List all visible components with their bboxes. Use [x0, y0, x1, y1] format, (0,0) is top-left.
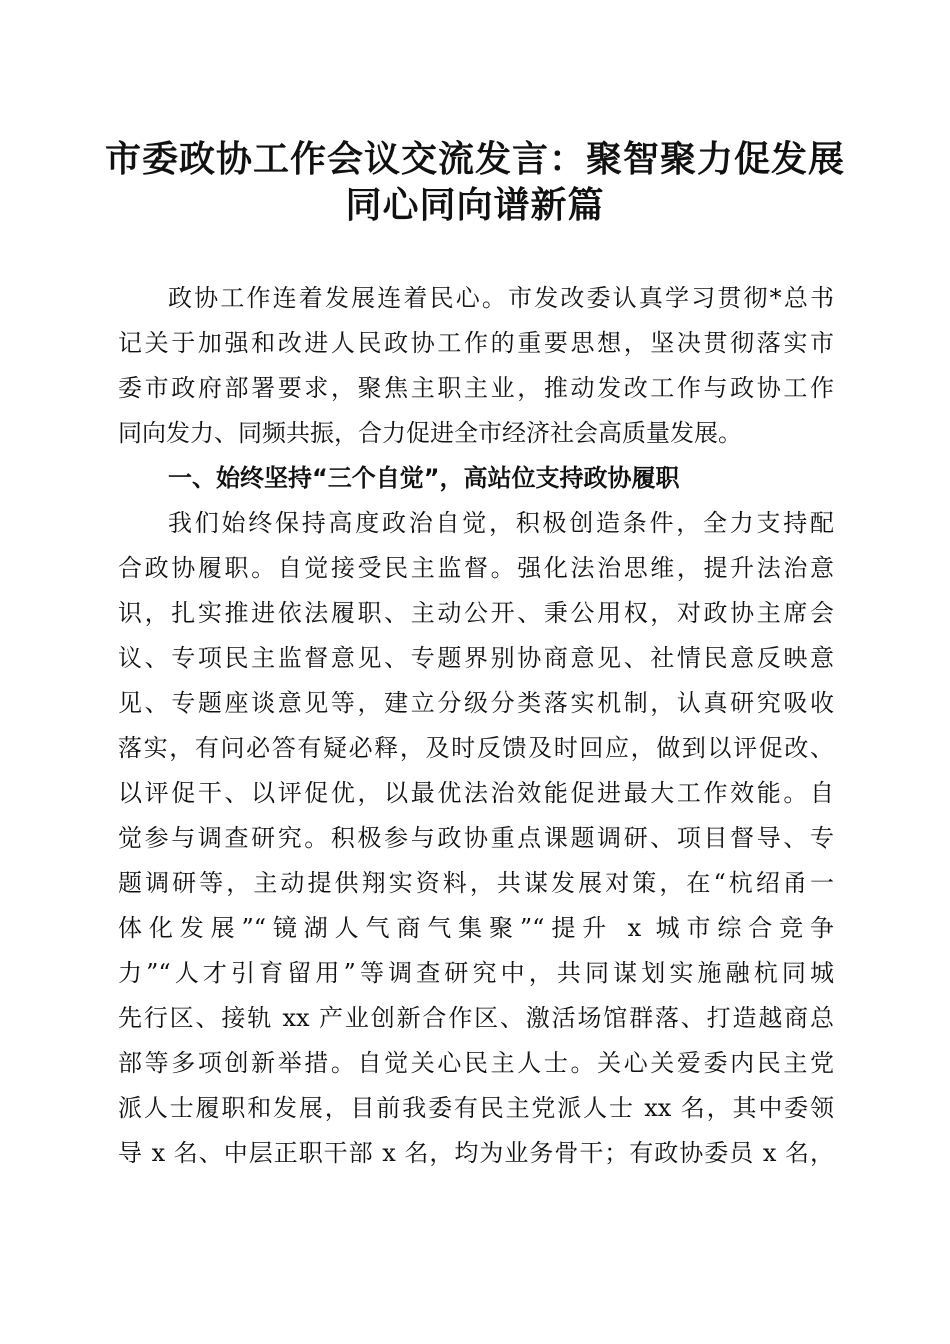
- section1-paragraph-line: 我们始终保持高度政治自觉，积极创造条件，全力支持配: [168, 509, 834, 537]
- section1-paragraph-line: 落实，有问必答有疑必释，及时反馈及时回应，做到以评促改、: [118, 734, 834, 762]
- section1-paragraph-line: 识，扎实推进依法履职、主动公开、秉公用权，对政协主席会: [118, 599, 834, 627]
- section1-paragraph-line: 觉参与调查研究。积极参与政协重点课题调研、项目督导、专: [118, 824, 834, 852]
- section1-paragraph-line: 题调研等，主动提供翔实资料，共谋发展对策，在“杭绍甬一: [118, 869, 834, 897]
- intro-paragraph-line: 委市政府部署要求，聚焦主职主业，推动发改工作与政协工作: [118, 374, 834, 402]
- section1-paragraph-line: 合政协履职。自觉接受民主监督。强化法治思维，提升法治意: [118, 554, 834, 582]
- section1-paragraph-line: 议、专项民主监督意见、专题界别协商意见、社情民意反映意: [118, 644, 834, 672]
- section1-paragraph-line: 部等多项创新举措。自觉关心民主人士。关心关爱委内民主党: [118, 1049, 834, 1077]
- section1-paragraph-line: 导 x 名、中层正职干部 x 名，均为业务骨干；有政协委员 x 名，: [118, 1139, 834, 1167]
- section1-paragraph-line: 以评促干、以评促优，以最优法治效能促进最大工作效能。自: [118, 779, 834, 807]
- document-title-line-2: 同心同向谱新篇: [345, 184, 605, 226]
- section1-paragraph-line: 派人士履职和发展，目前我委有民主党派人士 xx 名，其中委领: [118, 1094, 834, 1122]
- intro-paragraph-line: 政协工作连着发展连着民心。市发改委认真学习贯彻*总书: [168, 284, 834, 312]
- intro-paragraph-line: 同向发力、同频共振，合力促进全市经济社会高质量发展。: [118, 419, 742, 447]
- section1-paragraph-line: 体化发展”“镜湖人气商气集聚”“提升 x 城市综合竞争: [118, 914, 834, 942]
- section-heading-1: 一、始终坚持“三个自觉”，高站位支持政协履职: [168, 464, 680, 492]
- intro-paragraph-line: 记关于加强和改进人民政协工作的重要思想，坚决贯彻落实市: [118, 329, 834, 357]
- section1-paragraph-line: 力”“人才引育留用”等调查研究中，共同谋划实施融杭同城: [118, 959, 834, 987]
- section1-paragraph-line: 见、专题座谈意见等，建立分级分类落实机制，认真研究吸收: [118, 689, 834, 717]
- section1-paragraph-line: 先行区、接轨 xx 产业创新合作区、激活场馆群落、打造越商总: [118, 1004, 834, 1032]
- document-title-line-1: 市委政协工作会议交流发言：聚智聚力促发展: [104, 138, 845, 180]
